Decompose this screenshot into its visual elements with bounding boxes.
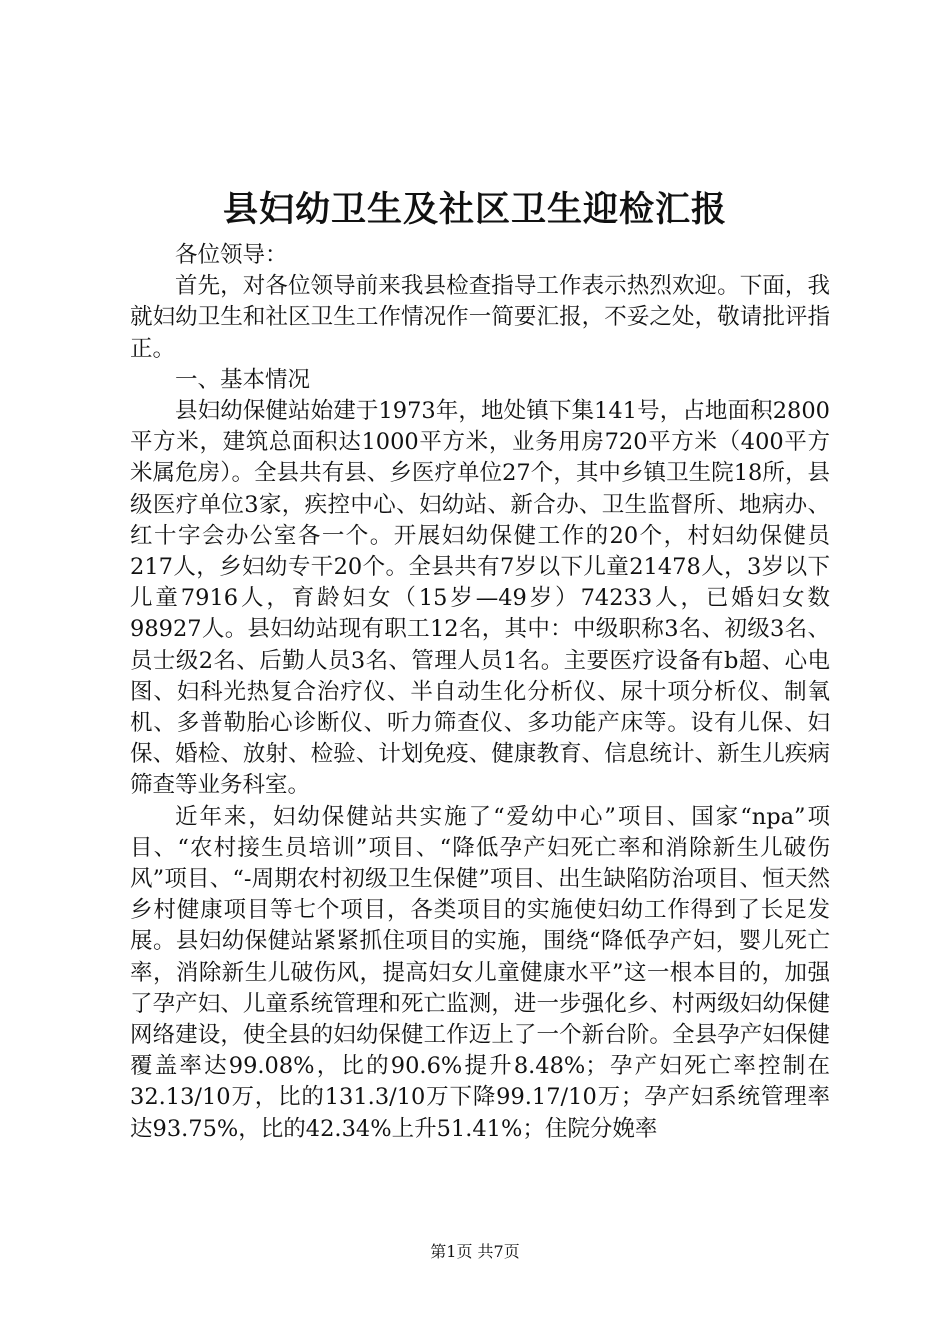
document-title: 县妇幼卫生及社区卫生迎检汇报 xyxy=(222,189,727,230)
page-number-footer: 第1页 共7页 xyxy=(430,1242,520,1261)
projects-paragraph: 近年来，妇幼保健站共实施了“爱幼中心”项目、国家“npa”项目、“农村接生员培训”项目、“降低孕产妇死亡率和消除新生儿破伤风”项目、“-周期农村初级卫生保健”项目、出生缺陷防治项目、恒天然乡村健康项目等七个项目，各类项目的实施使妇幼工作得到了长足发展。县妇幼保健站紧紧抓住项目的实施，围绕“降低孕产妇，婴儿死亡率，消除新生儿破伤风，提高妇女儿童健康水平”这一根本目的，加强了孕产妇、儿童系统管理和死亡监测，进一步强化乡、村两级妇幼保健网络建设，使全县的妇幼保健工作迈上了一个新台阶。全县孕产妇保健覆盖率达99.08%，比的90.6%提升8.48%；孕产妇死亡率控制在32.13/10万，比的131.3/10万下降99.17/10万；孕产妇系统管理率达93.75%，比的42.34%上升51.41%；住院分娩率 xyxy=(130,803,830,1142)
basic-info-paragraph: 县妇幼保健站始建于1973年，地处镇下集141号，占地面积2800平方米，建筑总面积达1000平方米，业务用房720平方米（400平方米属危房）。全县共有县、乡医疗单位27个，其中乡镇卫生院18所，县级医疗单位3家，疾控中心、妇幼站、新合办、卫生监督所、地病办、红十字会办公室各一个。开展妇幼保健工作的20个，村妇幼保健员217人，乡妇幼专干20个。全县共有7岁以下儿童21478人，3岁以下儿童7916人，育龄妇女（15岁—49岁）74233人，已婚妇女数98927人。县妇幼站现有职工12名，其中：中级职称3名、初级3名、员士级2名、后勤人员3名、管理人员1名。主要医疗设备有b超、心电图、妇科光热复合治疗仪、半自动生化分析仪、尿十项分析仪、制氧机、多普勒胎心诊断仪、听力筛查仪、多功能产床等。设有儿保、妇保、婚检、放射、检验、计划免疫、健康教育、信息统计、新生儿疾病筛查等业务科室。 xyxy=(130,398,830,799)
document-body xyxy=(130,240,830,1145)
section-heading: 一、基本情况 xyxy=(175,366,311,393)
intro-paragraph: 首先，对各位领导前来我县检查指导工作表示热烈欢迎。下面，我就妇幼卫生和社区卫生工作情况作一简要汇报，不妥之处，敬请批评指正。 xyxy=(130,273,830,362)
salutation-paragraph: 各位领导： xyxy=(175,242,288,268)
